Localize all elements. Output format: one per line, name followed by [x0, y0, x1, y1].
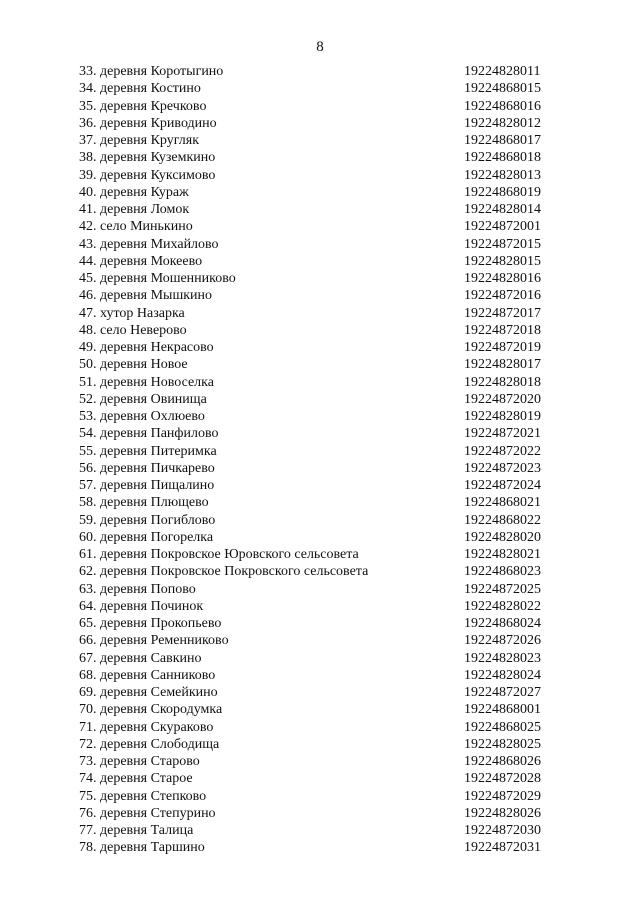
settlement-code: 19224868019: [464, 184, 541, 200]
settlement-code: 19224872018: [464, 322, 541, 338]
settlement-code: 19224872001: [464, 219, 541, 235]
settlement-name: 53. деревня Охлюево: [79, 409, 205, 424]
list-item: [79, 63, 559, 80]
settlement-code: 19224872020: [464, 391, 541, 407]
list-item: [79, 632, 559, 649]
list-item: [79, 98, 559, 115]
settlement-name: 37. деревня Кругляк: [79, 133, 200, 148]
settlement-name: 60. деревня Погорелка: [79, 529, 214, 545]
settlement-code: 19224828015: [464, 253, 541, 269]
settlement-code: 19224868024: [464, 616, 541, 631]
settlement-name: 39. деревня Куксимово: [79, 167, 216, 183]
settlement-name: 49. деревня Некрасово: [79, 340, 214, 355]
list-item: [79, 132, 559, 149]
settlement-code: 19224828012: [464, 115, 541, 131]
settlement-code: 19224872028: [464, 771, 541, 787]
settlement-name: 72. деревня Слободища: [79, 736, 220, 752]
settlement-code: 19224828019: [464, 409, 541, 424]
settlement-name: 64. деревня Починок: [79, 598, 204, 614]
list-item: [79, 736, 559, 753]
settlement-code: 19224872025: [464, 581, 541, 597]
settlement-name: 41. деревня Ломок: [79, 202, 190, 217]
list-item: [79, 788, 559, 805]
settlement-code: 19224872030: [464, 823, 541, 838]
list-item: [79, 598, 559, 615]
list-item: [79, 149, 559, 166]
settlement-code: 19224872027: [464, 685, 541, 700]
settlement-code: 19224828026: [464, 805, 541, 821]
list-item: [79, 529, 559, 546]
list-item: [79, 581, 559, 598]
settlement-name: 73. деревня Старово: [79, 754, 200, 769]
settlement-name: 56. деревня Пичкарево: [79, 460, 215, 476]
settlement-name: 51. деревня Новоселка: [79, 374, 214, 390]
list-item: [79, 684, 559, 701]
settlement-code: 19224872017: [464, 305, 541, 321]
list-item: [79, 115, 559, 132]
settlement-name: 61. деревня Покровское Юровского сельсовета: [79, 547, 359, 562]
settlement-name: 44. деревня Мокеево: [79, 253, 203, 269]
settlement-name: 65. деревня Прокопьево: [79, 616, 222, 631]
list-item: [79, 443, 559, 460]
settlement-name: 70. деревня Скородумка: [79, 702, 223, 718]
list-item: [79, 650, 559, 667]
settlement-code: 19224868025: [464, 719, 541, 735]
settlement-name: 34. деревня Костино: [79, 81, 201, 97]
list-item: [79, 356, 559, 373]
settlement-code: 19224872023: [464, 460, 541, 476]
list-item: [79, 408, 559, 425]
list-item: [79, 287, 559, 304]
settlement-name: 71. деревня Скураково: [79, 719, 214, 735]
settlement-code: 19224828024: [464, 667, 541, 683]
settlement-name: 33. деревня Коротыгино: [79, 64, 224, 79]
settlement-code: 19224828016: [464, 271, 541, 286]
list-item: [79, 305, 559, 322]
list-item: [79, 270, 559, 287]
settlement-code: 19224872015: [464, 236, 541, 252]
settlement-code: 19224872029: [464, 788, 541, 804]
settlement-name: 45. деревня Мошенниково: [79, 271, 236, 286]
settlement-name: 47. хутор Назарка: [79, 305, 185, 321]
settlement-code: 19224828025: [464, 736, 541, 752]
settlement-code: 19224828021: [464, 547, 541, 562]
list-item: [79, 236, 559, 253]
settlement-code: 19224872024: [464, 478, 541, 493]
settlement-name: 54. деревня Панфилово: [79, 426, 219, 442]
list-item: [79, 339, 559, 356]
settlement-name: 58. деревня Плющево: [79, 495, 209, 511]
list-item: [79, 770, 559, 787]
settlement-name: 75. деревня Степково: [79, 788, 207, 804]
settlement-code: 19224868017: [464, 133, 541, 148]
list-item: [79, 753, 559, 770]
settlement-code: 19224868001: [464, 702, 541, 718]
list-item: [79, 184, 559, 201]
settlement-name: 43. деревня Михайлово: [79, 236, 219, 252]
list-item: [79, 201, 559, 218]
settlement-code: 19224868022: [464, 512, 541, 528]
settlement-code: 19224828014: [464, 202, 541, 217]
settlement-code: 19224828023: [464, 650, 541, 666]
settlement-name: 63. деревня Попово: [79, 581, 196, 597]
settlement-name: 38. деревня Куземкино: [79, 150, 216, 166]
list-item: [79, 322, 559, 339]
list-item: [79, 839, 559, 856]
list-item: [79, 512, 559, 529]
settlement-code: 19224868026: [464, 754, 541, 769]
settlement-code: 19224828018: [464, 374, 541, 390]
list-item: [79, 253, 559, 270]
settlement-code: 19224828017: [464, 357, 541, 373]
settlement-name: 50. деревня Новое: [79, 357, 188, 373]
list-item: [79, 822, 559, 839]
list-item: [79, 546, 559, 563]
settlement-name: 35. деревня Кречково: [79, 98, 207, 114]
list-item: [79, 391, 559, 408]
settlement-name: 68. деревня Санниково: [79, 667, 216, 683]
settlement-name: 69. деревня Семейкино: [79, 685, 218, 700]
list-item: [79, 80, 559, 97]
list-item: [79, 667, 559, 684]
settlement-name: 67. деревня Савкино: [79, 650, 202, 666]
settlement-name: 40. деревня Кураж: [79, 184, 189, 200]
list-item: [79, 167, 559, 184]
list-item: [79, 805, 559, 822]
settlement-name: 36. деревня Криводино: [79, 115, 217, 131]
settlement-name: 57. деревня Пищалино: [79, 478, 215, 493]
settlement-code: 19224872031: [464, 840, 541, 856]
settlement-code: 19224872026: [464, 633, 541, 649]
settlement-code: 19224828022: [464, 598, 541, 614]
settlement-code: 19224868016: [464, 98, 541, 114]
list-item: [79, 460, 559, 477]
settlement-code: 19224872022: [464, 443, 541, 459]
settlement-name: 76. деревня Степурино: [79, 805, 216, 821]
settlement-code: 19224872016: [464, 288, 541, 304]
settlement-code: 19224828011: [464, 64, 541, 79]
settlement-name: 77. деревня Талица: [79, 823, 194, 838]
settlement-code: 19224872021: [464, 426, 541, 442]
settlement-name: 55. деревня Питеримка: [79, 443, 217, 459]
settlement-name: 46. деревня Мышкино: [79, 288, 213, 304]
list-item: [79, 374, 559, 391]
settlement-code: 19224868021: [464, 495, 541, 511]
settlement-code: 19224828013: [464, 167, 541, 183]
settlement-list: [79, 63, 559, 857]
settlement-name: 59. деревня Погиблово: [79, 512, 216, 528]
list-item: [79, 701, 559, 718]
list-item: [79, 218, 559, 235]
settlement-name: 78. деревня Таршино: [79, 840, 205, 856]
list-item: [79, 425, 559, 442]
settlement-name: 62. деревня Покровское Покровского сельсовета: [79, 564, 369, 580]
settlement-name: 74. деревня Старое: [79, 771, 193, 787]
list-item: [79, 477, 559, 494]
settlement-code: 19224828020: [464, 529, 541, 545]
settlement-code: 19224868018: [464, 150, 541, 166]
list-item: [79, 719, 559, 736]
settlement-code: 19224868015: [464, 81, 541, 97]
settlement-name: 52. деревня Овинища: [79, 391, 207, 407]
settlement-code: 19224868023: [464, 564, 541, 580]
settlement-name: 48. село Неверово: [79, 322, 187, 338]
list-item: [79, 494, 559, 511]
list-item: [79, 563, 559, 580]
settlement-name: 66. деревня Ременниково: [79, 633, 229, 649]
list-item: [79, 615, 559, 632]
settlement-name: 42. село Минькино: [79, 219, 193, 235]
page-number: 8: [316, 39, 324, 55]
settlement-code: 19224872019: [464, 340, 541, 355]
